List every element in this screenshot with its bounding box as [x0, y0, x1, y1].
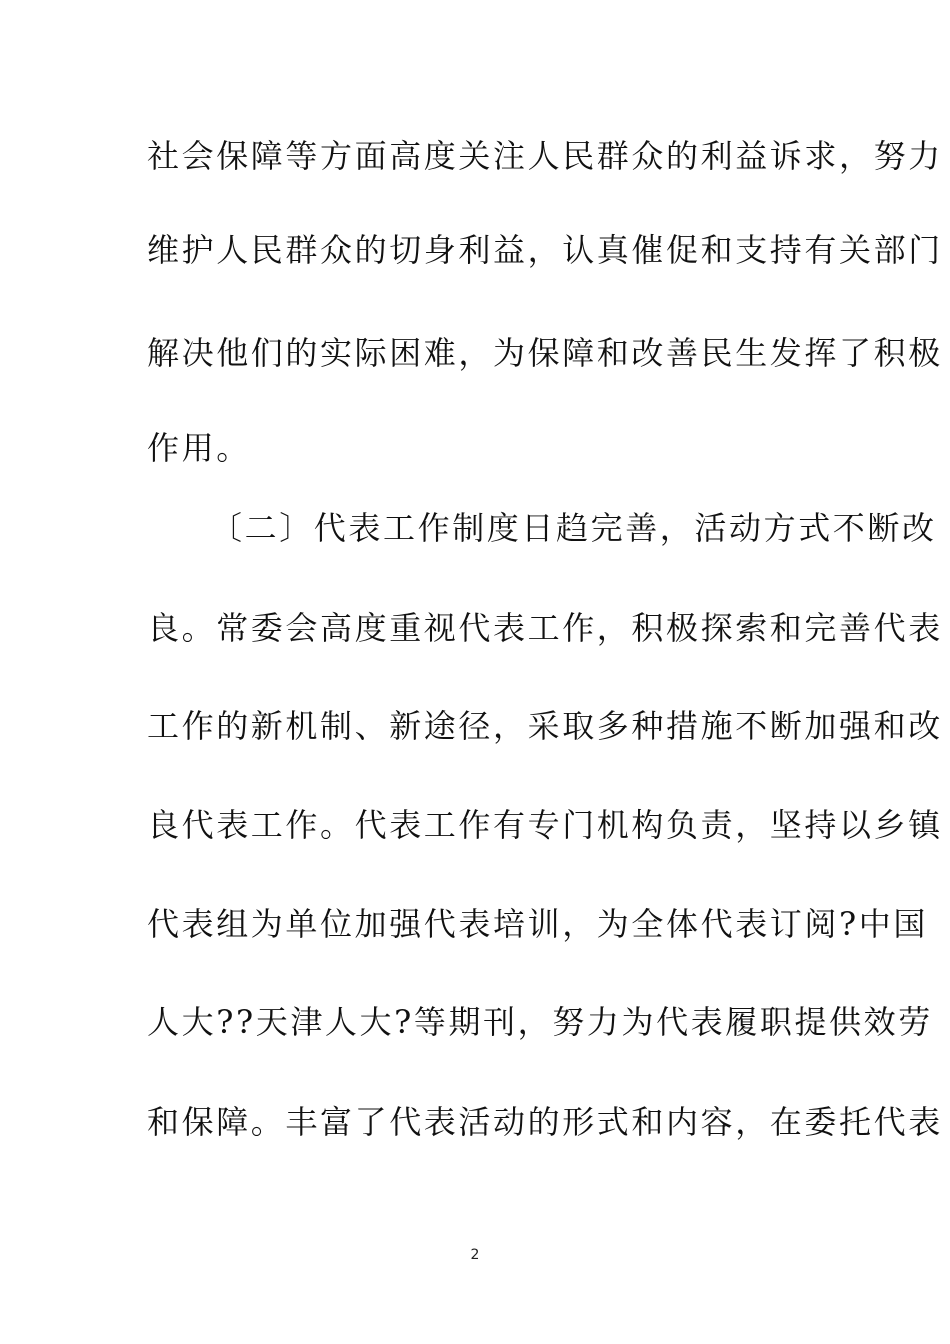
page-number: 2	[470, 1247, 480, 1263]
text-line: 良代表工作。代表工作有专门机构负责，坚持以乡镇	[147, 806, 943, 844]
text-line: 维护人民群众的切身利益，认真催促和支持有关部门	[147, 231, 943, 269]
section-heading-line: 〔二〕代表工作制度日趋完善，活动方式不断改	[210, 509, 937, 547]
text-line: 代表组为单位加强代表培训，为全体代表订阅?中国	[147, 905, 928, 943]
text-line: 解决他们的实际困难，为保障和改善民生发挥了积极	[147, 334, 943, 372]
text-line: 和保障。丰富了代表活动的形式和内容，在委托代表	[147, 1103, 943, 1141]
text-line: 良。常委会高度重视代表工作，积极探索和完善代表	[147, 609, 943, 647]
text-line: 人大??天津人大?等期刊，努力为代表履职提供效劳	[147, 1003, 933, 1041]
text-line: 社会保障等方面高度关注人民群众的利益诉求，努力	[147, 137, 943, 175]
text-line: 工作的新机制、新途径，采取多种措施不断加强和改	[147, 707, 943, 745]
text-line: 作用。	[147, 429, 251, 467]
